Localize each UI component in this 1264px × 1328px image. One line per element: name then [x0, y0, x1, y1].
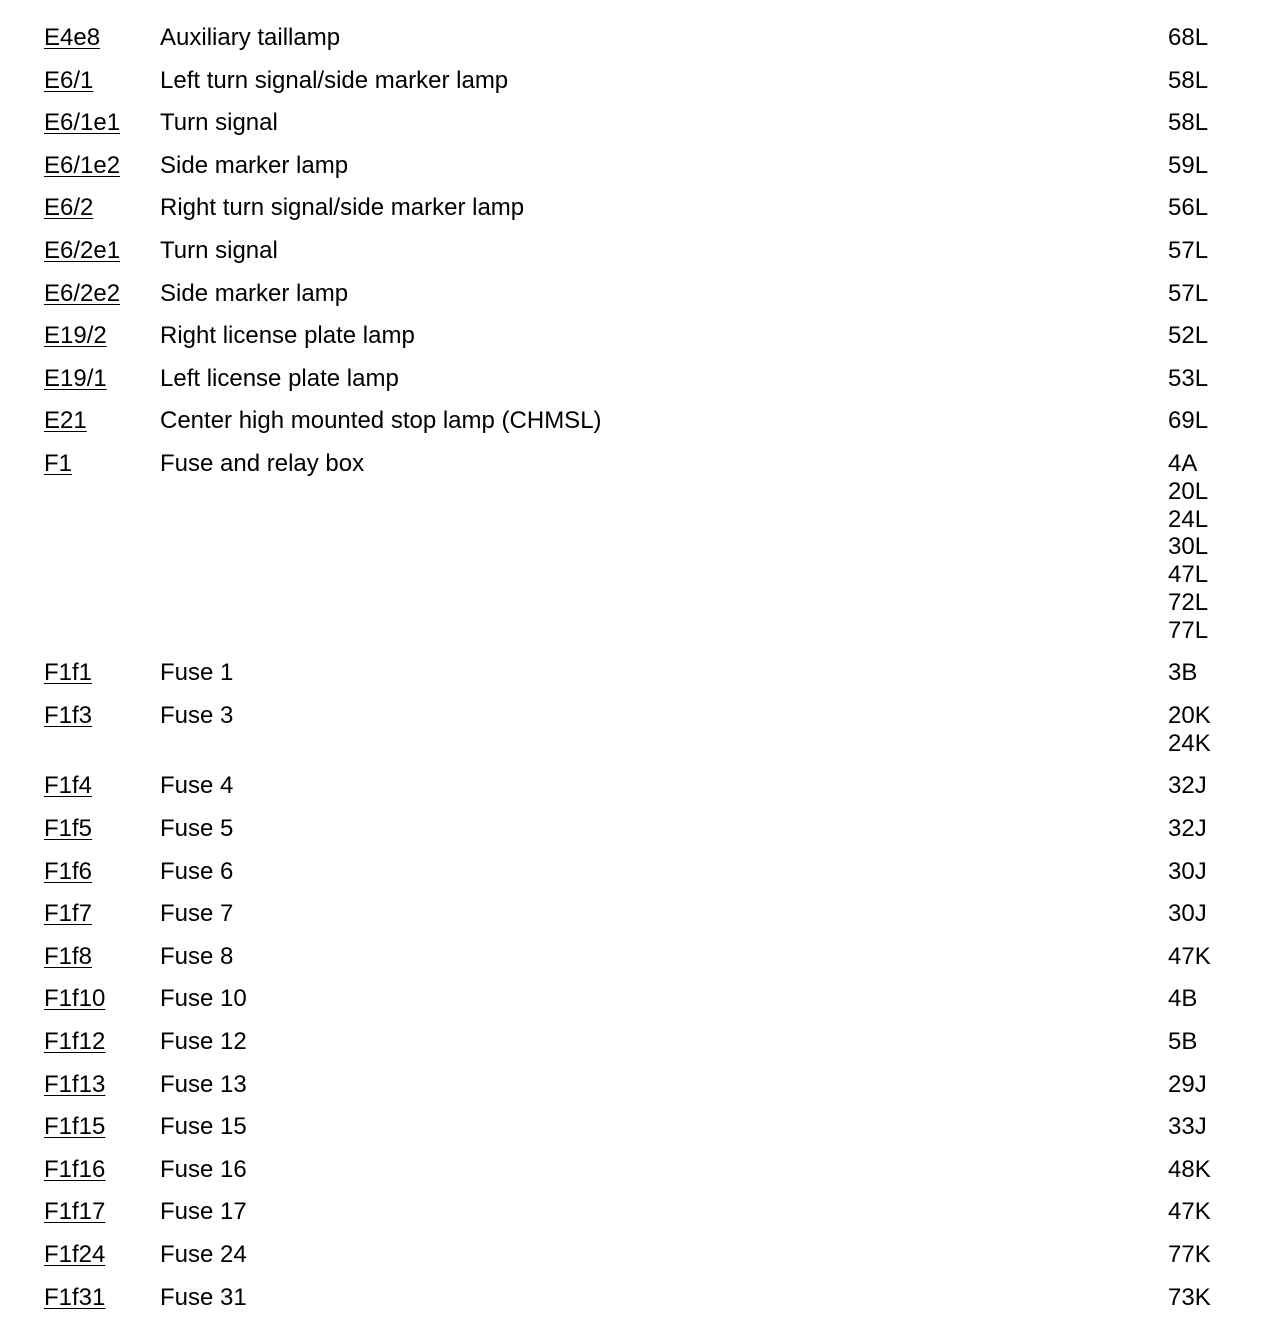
grid-location: 58L	[1168, 66, 1209, 94]
component-code-link[interactable]: F1f31	[44, 1283, 106, 1311]
grid-location: 29J	[1168, 1070, 1207, 1098]
grid-location: 56L	[1168, 194, 1209, 222]
grid-location: 77L	[1168, 616, 1209, 644]
grid-locations	[1168, 1156, 1211, 1184]
grid-locations	[1168, 1284, 1211, 1312]
grid-location: 72L	[1168, 588, 1209, 616]
grid-locations	[1168, 858, 1207, 886]
grid-location: 24L	[1168, 505, 1209, 533]
grid-location: 32J	[1168, 772, 1207, 800]
grid-location: 32J	[1168, 815, 1207, 842]
component-code-link[interactable]: E6/2e2	[44, 279, 121, 307]
component-description: Turn signal	[160, 237, 278, 264]
grid-location: 30L	[1168, 533, 1209, 561]
grid-locations	[1168, 280, 1208, 308]
component-code-link[interactable]: F1f7	[44, 900, 93, 928]
component-description: Auxiliary taillamp	[160, 24, 341, 51]
component-code-link[interactable]: F1	[44, 450, 73, 477]
component-code-link[interactable]: F1f4	[44, 772, 93, 800]
component-code-link[interactable]: E6/1e1	[44, 109, 121, 137]
grid-locations	[1168, 194, 1208, 222]
component-description: Fuse 6	[160, 857, 234, 885]
component-description: Fuse 24	[160, 1241, 247, 1268]
grid-location: 77K	[1168, 1241, 1211, 1268]
component-code-link[interactable]: F1f3	[44, 702, 93, 729]
component-code-link[interactable]: E19/2	[44, 322, 107, 350]
component-code-link[interactable]: E6/1e2	[44, 151, 121, 179]
component-description: Fuse 7	[160, 900, 234, 928]
grid-location: 47L	[1168, 561, 1209, 589]
grid-locations	[1168, 67, 1208, 95]
component-code-link[interactable]: F1f5	[44, 815, 93, 842]
grid-locations	[1168, 450, 1208, 645]
component-description: Fuse 1	[160, 659, 234, 687]
component-description: Side marker lamp	[160, 279, 349, 307]
grid-locations	[1168, 365, 1208, 393]
component-description: Fuse 31	[160, 1283, 247, 1311]
component-description: Fuse 4	[160, 772, 234, 800]
grid-locations	[1168, 24, 1208, 52]
grid-locations	[1168, 152, 1208, 180]
component-description: Left turn signal/side marker lamp	[160, 66, 509, 94]
grid-locations	[1168, 1113, 1207, 1141]
grid-location: 20L	[1168, 477, 1209, 505]
component-code-link[interactable]: F1f16	[44, 1155, 106, 1183]
component-description: Left license plate lamp	[160, 364, 399, 392]
grid-location: 30J	[1168, 857, 1207, 885]
component-description: Fuse 5	[160, 815, 234, 842]
component-description: Fuse 10	[160, 985, 247, 1013]
component-code-link[interactable]: F1f8	[44, 942, 93, 970]
component-description: Fuse 15	[160, 1113, 247, 1141]
component-code-link[interactable]: E19/1	[44, 364, 107, 392]
component-code-link[interactable]: F1f24	[44, 1241, 106, 1268]
grid-location: 57L	[1168, 237, 1209, 264]
grid-location: 4B	[1168, 985, 1198, 1013]
grid-location: 4A	[1168, 450, 1198, 477]
component-code-link[interactable]: E21	[44, 407, 87, 435]
component-description: Fuse 17	[160, 1198, 247, 1226]
grid-location: 52L	[1168, 322, 1209, 350]
component-description: Fuse 16	[160, 1155, 247, 1183]
component-code-link[interactable]: F1f13	[44, 1070, 106, 1098]
grid-location: 69L	[1168, 407, 1209, 435]
component-description: Turn signal	[160, 109, 278, 137]
grid-locations	[1168, 772, 1207, 800]
grid-locations	[1168, 900, 1207, 928]
grid-location: 73K	[1168, 1283, 1211, 1311]
component-code-link[interactable]: F1f10	[44, 985, 106, 1013]
grid-locations	[1168, 985, 1197, 1013]
component-code-link[interactable]: E4e8	[44, 24, 101, 51]
grid-location: 33J	[1168, 1113, 1207, 1141]
grid-location: 57L	[1168, 279, 1209, 307]
grid-locations	[1168, 109, 1208, 137]
component-description: Fuse 8	[160, 942, 234, 970]
grid-locations	[1168, 702, 1211, 758]
grid-location: 24K	[1168, 729, 1211, 757]
grid-locations	[1168, 1198, 1211, 1226]
component-code-link[interactable]: F1f12	[44, 1028, 106, 1055]
grid-locations	[1168, 943, 1211, 971]
grid-location: 58L	[1168, 109, 1209, 137]
component-description: Fuse 3	[160, 702, 234, 729]
grid-location: 20K	[1168, 702, 1211, 729]
component-code-link[interactable]: E6/2e1	[44, 237, 121, 264]
grid-locations	[1168, 1241, 1211, 1269]
component-description: Fuse 12	[160, 1028, 247, 1055]
component-code-link[interactable]: E6/1	[44, 66, 94, 94]
grid-location: 47K	[1168, 942, 1211, 970]
grid-locations	[1168, 237, 1208, 265]
component-code-link[interactable]: F1f17	[44, 1198, 106, 1226]
component-description: Fuse 13	[160, 1070, 247, 1098]
grid-location: 68L	[1168, 24, 1209, 51]
grid-location: 30J	[1168, 900, 1207, 928]
grid-locations	[1168, 407, 1208, 435]
component-description: Right license plate lamp	[160, 322, 415, 350]
grid-locations	[1168, 322, 1208, 350]
grid-location: 47K	[1168, 1198, 1211, 1226]
grid-locations	[1168, 1071, 1207, 1099]
component-code-link[interactable]: F1f1	[44, 659, 93, 687]
component-code-link[interactable]: F1f15	[44, 1113, 106, 1141]
grid-location: 59L	[1168, 151, 1209, 179]
component-description: Fuse and relay box	[160, 450, 365, 477]
component-code-link[interactable]: F1f6	[44, 857, 93, 885]
grid-location: 53L	[1168, 364, 1209, 392]
grid-location: 5B	[1168, 1028, 1198, 1055]
grid-locations	[1168, 1028, 1197, 1056]
component-description: Center high mounted stop lamp (CHMSL)	[160, 407, 602, 435]
grid-locations	[1168, 659, 1197, 687]
grid-location: 48K	[1168, 1155, 1211, 1183]
grid-locations	[1168, 815, 1207, 843]
component-code-link[interactable]: E6/2	[44, 194, 94, 222]
grid-location: 3B	[1168, 659, 1198, 687]
component-description: Right turn signal/side marker lamp	[160, 194, 525, 222]
component-description: Side marker lamp	[160, 151, 349, 179]
